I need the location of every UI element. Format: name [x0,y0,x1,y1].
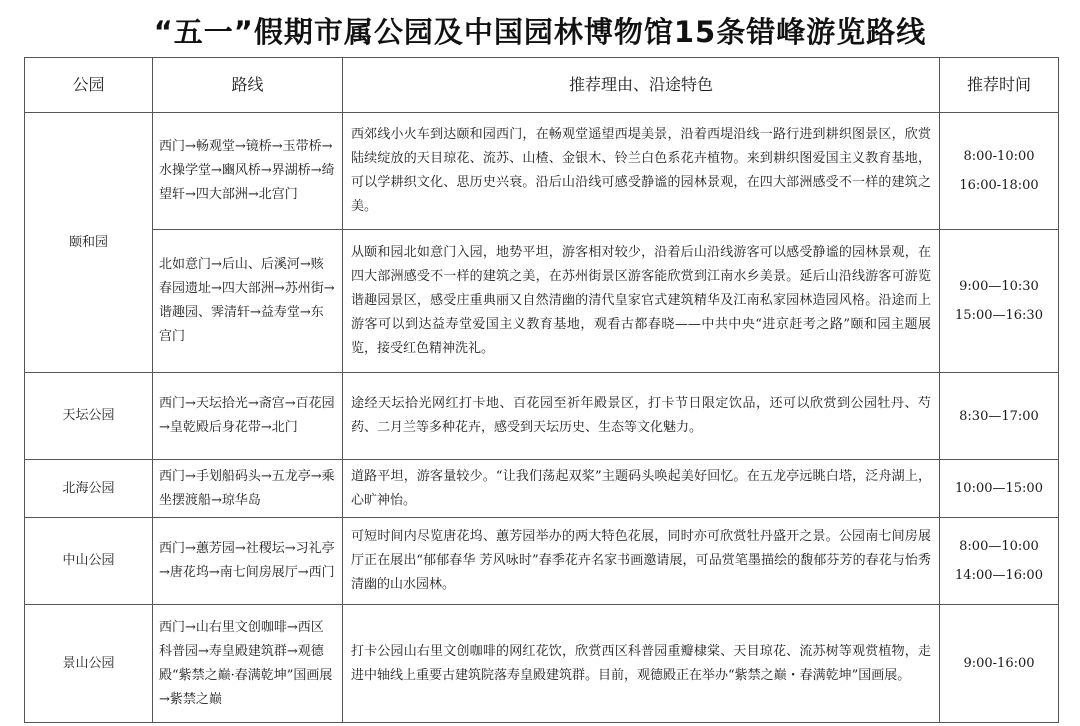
table-row [25,605,1059,723]
tour-route-table [24,57,1059,723]
time-cell [940,373,1059,460]
header-reason: 推荐理由、沿途特色 [343,58,940,113]
time-cell [940,518,1059,605]
time-cell [940,113,1059,230]
route-cell: 西门→畅观堂→镜桥→玉带桥→水操学堂→豳风桥→界湖桥→绮望轩→四大部洲→北宫门 [153,113,343,230]
route-cell: 西门→蕙芳园→社稷坛→习礼亭→唐花坞→南七间房展厅→西门 [153,518,343,605]
park-name: 北海公园 [25,460,153,518]
reason-cell: 从颐和园北如意门入园，地势平坦，游客相对较少，沿着后山沿线游客可以感受静谧的园林景观，在四大部洲感受不一样的建筑之美，在苏州街景区游客能欣赏到江南水乡美景。延后山沿线游客可游览谐趣园景区，感受庄重典丽又自然清幽的清代皇家官式建筑精华及江南私家园林造园风格。沿途而上游客可以到达益寿堂爱国主义教育基地，观看古都春晓——中共中央“进京赶考之路”颐和园主题展览，接受红色精神洗礼。 [343,230,940,373]
route-cell: 西门→山右里文创咖啡→西区科普园→寿皇殿建筑群→观德殿“紫禁之巅·春满乾坤”国画展→紫禁之巅 [153,605,343,723]
park-name: 颐和园 [25,113,153,373]
table-row [25,230,1059,373]
header-park: 公园 [25,58,153,113]
time-slot: 14:00—16:00 [955,568,1043,583]
route-cell: 北如意门→后山、后溪河→赅春园遗址→四大部洲→苏州街→谐趣园、霁清轩→益寿堂→东宫门 [153,230,343,373]
route-cell: 西门→天坛拾光→斋宫→百花园→皇乾殿后身花带→北门 [153,373,343,460]
route-cell: 西门→手划船码头→五龙亭→乘坐摆渡船→琼华岛 [153,460,343,518]
time-cell [940,605,1059,723]
table-row [25,518,1059,605]
table-row [25,373,1059,460]
table-row [25,113,1059,230]
time-slot: 8:00—10:00 [959,539,1039,554]
time-slot: 9:00—10:30 [959,279,1039,294]
time-slot: 8:30—17:00 [959,408,1039,424]
time-slot: 16:00-18:00 [959,178,1039,193]
reason-cell: 途经天坛拾光网红打卡地、百花园至祈年殿景区，打卡节日限定饮品，还可以欣赏到公园牡丹、芍药、二月兰等多种花卉，感受到天坛历史、生态等文化魅力。 [343,373,940,460]
time-slot: 8:00-10:00 [963,149,1035,164]
table-row [25,460,1059,518]
header-time: 推荐时间 [940,58,1059,113]
reason-cell: 西郊线小火车到达颐和园西门，在畅观堂遥望西堤美景，沿着西堤沿线一路行进到耕织图景区，欣赏陆续绽放的天目琼花、流苏、山楂、金银木、铃兰白色系花卉植物。来到耕织图爱国主义教育基地，可以学耕织文化、思历史兴衰。沿后山沿线可感受静谧的园林景观，在四大部洲感受不一样的建筑之美。 [343,113,940,230]
page-title: “五一”假期市属公园及中国园林博物馆15条错峰游览路线 [153,15,927,49]
reason-cell: 打卡公园山右里文创咖啡的网红花饮，欣赏西区科普园重瓣棣棠、天目琼花、流苏树等观赏植物，走进中轴线上重要古建筑院落寿皇殿建筑群。目前，观德殿正在举办“紫禁之巅・春满乾坤”国画展。 [343,605,940,723]
time-slot: 10:00—15:00 [955,481,1043,496]
table-header-row [25,58,1059,113]
header-route: 路线 [153,58,343,113]
time-cell [940,460,1059,518]
park-name: 中山公园 [25,518,153,605]
time-slot: 9:00-16:00 [963,656,1035,671]
park-name: 天坛公园 [25,373,153,460]
time-cell [940,230,1059,373]
park-name: 景山公园 [25,605,153,723]
time-slot: 15:00—16:30 [955,308,1043,323]
reason-cell: 可短时间内尽览唐花坞、蕙芳园举办的两大特色花展，同时亦可欣赏牡丹盛开之景。公园南七间房展厅正在展出“郁郁春华 芳风咏时”春季花卉名家书画邀请展，可品赏笔墨描绘的馥郁芬芳的春花与怡秀清幽的山水园林。 [343,518,940,605]
reason-cell: 道路平坦，游客量较少。“让我们荡起双桨”主题码头唤起美好回忆。在五龙亭远眺白塔，泛舟湖上，心旷神怡。 [343,460,940,518]
